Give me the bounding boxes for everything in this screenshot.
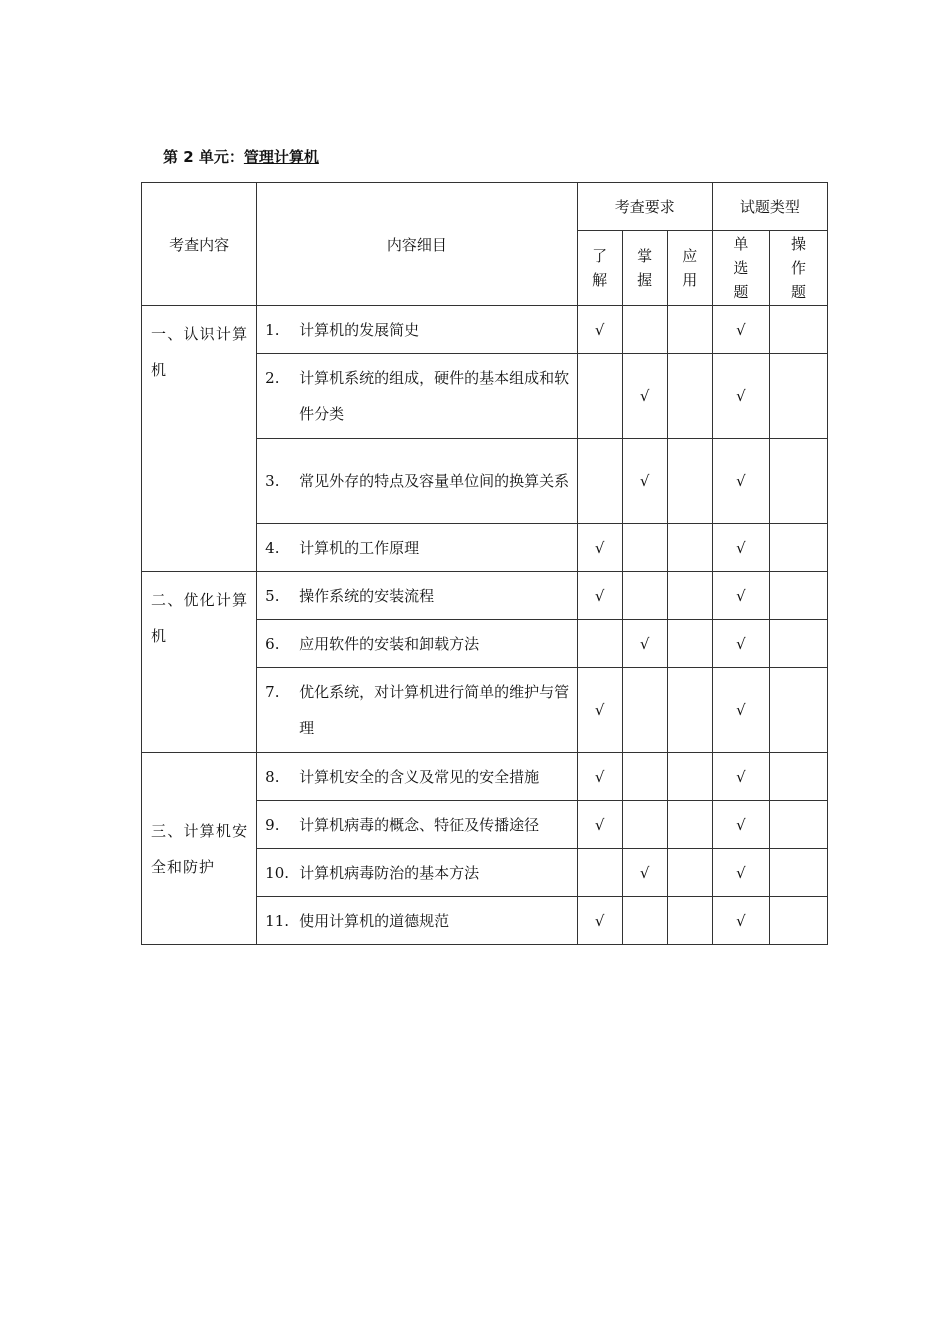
table-row <box>142 572 828 620</box>
mark-apply <box>667 668 712 753</box>
mark-single: √ <box>712 668 769 753</box>
item-text: 计算机安全的含义及常见的安全措施 <box>299 767 540 786</box>
mark-understand: √ <box>577 801 622 849</box>
mark-apply <box>667 801 712 849</box>
mark-single: √ <box>712 524 769 572</box>
unit-heading <box>163 146 319 167</box>
section-title: 一、认识计算机 <box>142 306 257 572</box>
mark-apply <box>667 354 712 439</box>
mark-master <box>622 753 667 801</box>
item-number: 9. <box>265 815 280 834</box>
item-cell <box>257 572 577 620</box>
item-number: 8. <box>265 767 280 786</box>
item-cell <box>257 620 577 668</box>
mark-master <box>622 668 667 753</box>
item-text: 计算机病毒防治的基本方法 <box>299 863 480 882</box>
header-types: 试题类型 <box>712 183 827 231</box>
header-apply: 应 用 <box>667 231 712 306</box>
mark-operation <box>769 849 827 897</box>
header-content: 考查内容 <box>142 183 257 306</box>
mark-apply <box>667 620 712 668</box>
item-number: 5. <box>265 586 280 605</box>
mark-operation <box>769 897 827 945</box>
mark-single: √ <box>712 753 769 801</box>
item-number: 11. <box>265 911 290 930</box>
mark-master <box>622 897 667 945</box>
item-number: 6. <box>265 634 280 653</box>
mark-single: √ <box>712 306 769 354</box>
mark-master: √ <box>622 620 667 668</box>
mark-master: √ <box>622 439 667 524</box>
mark-understand: √ <box>577 306 622 354</box>
item-cell <box>257 801 577 849</box>
item-text: 计算机病毒的概念、特征及传播途径 <box>299 815 540 834</box>
mark-single: √ <box>712 354 769 439</box>
mark-apply <box>667 849 712 897</box>
mark-single: √ <box>712 572 769 620</box>
item-number: 7. <box>265 683 280 701</box>
syllabus-rows <box>142 306 828 945</box>
item-number: 1. <box>265 320 280 339</box>
mark-understand: √ <box>577 753 622 801</box>
table-row <box>142 753 828 801</box>
mark-operation <box>769 524 827 572</box>
mark-apply <box>667 524 712 572</box>
mark-understand: √ <box>577 668 622 753</box>
item-cell <box>257 354 577 439</box>
mark-operation <box>769 620 827 668</box>
item-text: 计算机系统的组成，硬件的基本组成和软件分类 <box>299 369 570 423</box>
mark-apply <box>667 439 712 524</box>
item-cell <box>257 439 577 524</box>
unit-prefix: 第 2 单元： <box>163 148 244 166</box>
mark-operation <box>769 439 827 524</box>
mark-apply <box>667 753 712 801</box>
mark-apply <box>667 572 712 620</box>
mark-operation <box>769 572 827 620</box>
item-text: 计算机的发展简史 <box>299 320 420 339</box>
mark-master <box>622 801 667 849</box>
mark-single: √ <box>712 849 769 897</box>
mark-operation <box>769 354 827 439</box>
mark-understand: √ <box>577 897 622 945</box>
mark-master <box>622 524 667 572</box>
mark-understand: √ <box>577 524 622 572</box>
item-text: 常见外存的特点及容量单位间的换算关系 <box>299 472 570 490</box>
item-cell <box>257 753 577 801</box>
mark-master <box>622 572 667 620</box>
item-cell <box>257 306 577 354</box>
mark-single: √ <box>712 439 769 524</box>
mark-operation <box>769 801 827 849</box>
item-text: 应用软件的安装和卸载方法 <box>299 634 480 653</box>
header-single-choice: 单 选 题 <box>712 231 769 306</box>
mark-understand: √ <box>577 572 622 620</box>
item-text: 优化系统，对计算机进行简单的维护与管理 <box>299 683 570 737</box>
item-text: 操作系统的安装流程 <box>299 586 435 605</box>
table-row <box>142 306 828 354</box>
section-title: 二、优化计算机 <box>142 572 257 753</box>
item-number: 4. <box>265 538 280 557</box>
mark-operation <box>769 753 827 801</box>
item-number: 3. <box>265 472 280 490</box>
section-title: 三、计算机安全和防护 <box>142 753 257 945</box>
mark-understand <box>577 439 622 524</box>
item-number: 10. <box>265 863 290 882</box>
item-cell <box>257 897 577 945</box>
unit-name: 管理计算机 <box>243 148 319 166</box>
mark-apply <box>667 306 712 354</box>
item-cell <box>257 849 577 897</box>
item-number: 2. <box>265 369 280 387</box>
mark-understand <box>577 849 622 897</box>
mark-master: √ <box>622 849 667 897</box>
item-text: 计算机的工作原理 <box>299 538 420 557</box>
header-requirements: 考查要求 <box>577 183 712 231</box>
header-detail: 内容细目 <box>257 183 577 306</box>
mark-understand <box>577 620 622 668</box>
mark-single: √ <box>712 620 769 668</box>
header-operation: 操 作 题 <box>769 231 827 306</box>
header-understand: 了 解 <box>577 231 622 306</box>
mark-master: √ <box>622 354 667 439</box>
mark-master <box>622 306 667 354</box>
item-cell <box>257 524 577 572</box>
mark-operation <box>769 668 827 753</box>
mark-single: √ <box>712 897 769 945</box>
item-cell <box>257 668 577 753</box>
mark-understand <box>577 354 622 439</box>
syllabus-table <box>141 182 828 945</box>
mark-single: √ <box>712 801 769 849</box>
mark-operation <box>769 306 827 354</box>
item-text: 使用计算机的道德规范 <box>299 911 450 930</box>
header-master: 掌 握 <box>622 231 667 306</box>
mark-apply <box>667 897 712 945</box>
